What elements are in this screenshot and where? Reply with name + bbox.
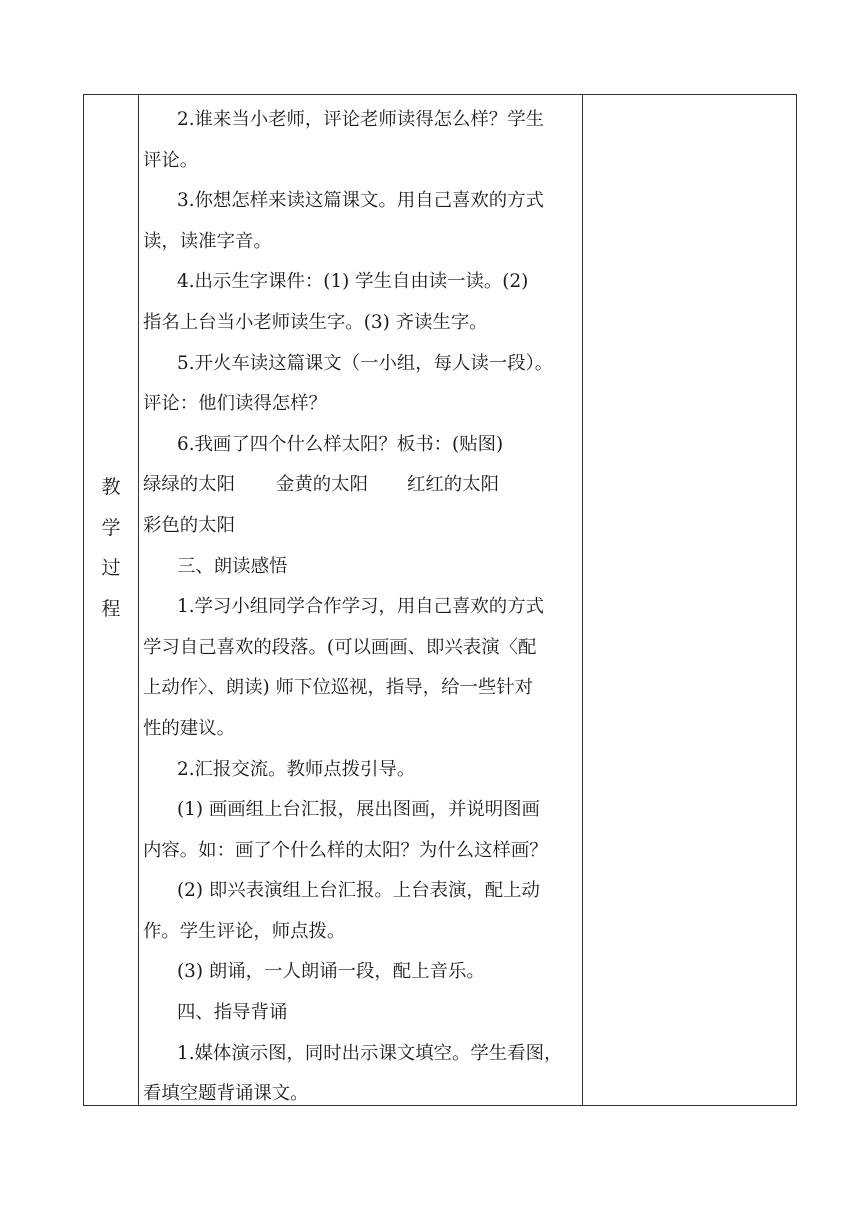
- section-heading: 四、指导背诵: [177, 1002, 288, 1024]
- paragraph-line: 学习自己喜欢的段落。(可以画画、即兴表演〈配: [143, 636, 537, 658]
- paragraph-line: 6.我画了四个什么样太阳？板书：(贴图): [177, 433, 504, 455]
- paragraph-line: (1) 画画组上台汇报，展出图画，并说明图画: [177, 799, 540, 821]
- paragraph-line: 1.学习小组同学合作学习，用自己喜欢的方式: [177, 596, 544, 618]
- paragraph-line: 看填空题背诵课文。: [143, 1083, 309, 1105]
- sun-item: 绿绿的太阳: [143, 474, 235, 496]
- section-label-teaching-process: [84, 467, 138, 629]
- section-label-char: 教: [101, 476, 121, 498]
- paragraph-line: 彩色的太阳: [143, 514, 235, 536]
- paragraph-line: (3) 朗诵，一人朗诵一段，配上音乐。: [177, 961, 485, 983]
- sun-item: 红红的太阳: [407, 474, 499, 496]
- lesson-content: [143, 100, 579, 1115]
- paragraph-line: 读，读准字音。: [143, 230, 272, 252]
- column-divider-right: [582, 95, 583, 1105]
- paragraph-line: 4.出示生字课件：(1) 学生自由读一读。(2): [177, 271, 529, 293]
- section-label-char: 学: [101, 516, 121, 539]
- paragraph-line: 1.媒体演示图，同时出示课文填空。学生看图，: [177, 1042, 563, 1064]
- sun-list: [143, 465, 579, 506]
- paragraph-line: 5.开火车读这篇课文（一小组，每人读一段）。: [177, 352, 554, 374]
- paragraph-line: 2.汇报交流。教师点拨引导。: [177, 758, 416, 780]
- paragraph-line: 3.你想怎样来读这篇课文。用自己喜欢的方式: [177, 190, 544, 212]
- lesson-table: [83, 94, 797, 1106]
- section-label-char: 过: [101, 557, 121, 579]
- paragraph-line: 上动作〉、朗读) 师下位巡视，指导，给一些针对: [143, 677, 534, 699]
- section-heading: 三、朗读感悟: [177, 555, 288, 577]
- paragraph-line: 指名上台当小老师读生字。(3) 齐读生字。: [143, 311, 488, 333]
- paragraph-line: 评论：他们读得怎样？: [143, 393, 327, 415]
- paragraph-line: 性的建议。: [143, 717, 235, 739]
- paragraph-line: 2.谁来当小老师，评论老师读得怎么样？学生: [177, 109, 544, 130]
- paragraph-line: 作。学生评论，师点拨。: [143, 920, 346, 942]
- paragraph-line: 评论。: [143, 149, 199, 171]
- paragraph-line: (2) 即兴表演组上台汇报。上台表演，配上动: [177, 880, 540, 902]
- section-label-char: 程: [101, 597, 121, 620]
- sun-item: 金黄的太阳: [276, 474, 368, 496]
- paragraph-line: 内容。如：画了个什么样的太阳？为什么这样画？: [143, 839, 548, 861]
- column-divider-left: [138, 95, 139, 1105]
